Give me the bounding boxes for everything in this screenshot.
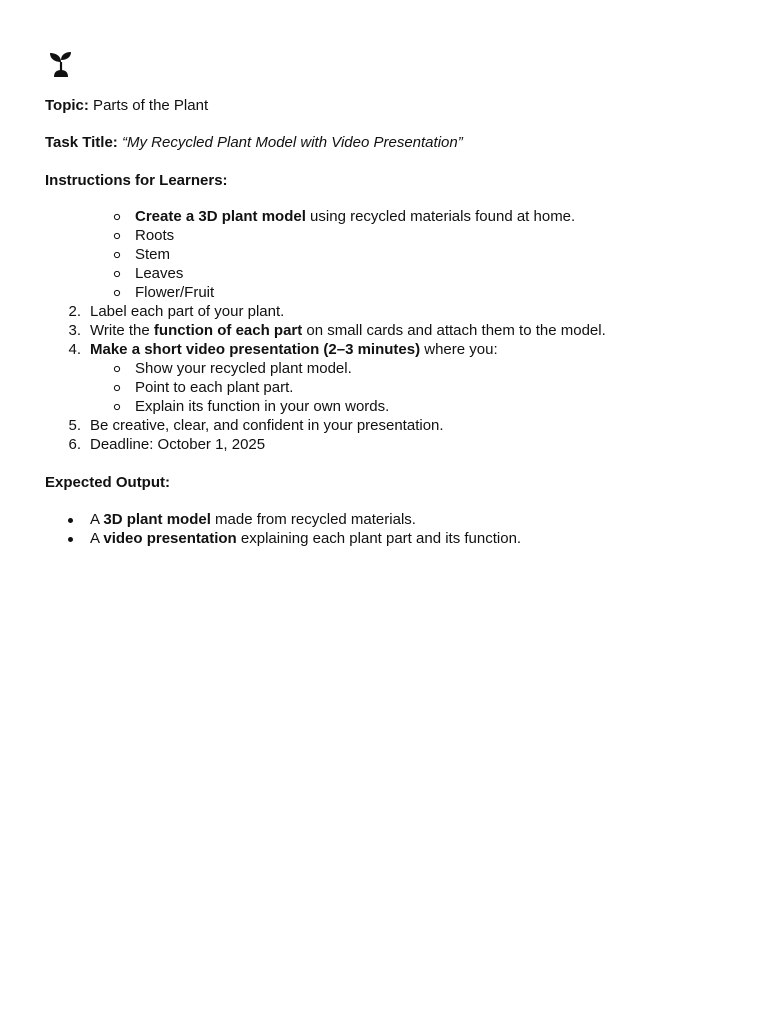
step-number: 2. [68, 303, 81, 320]
list-item-text: Explain its function in your own words. [135, 398, 390, 415]
circle-bullet-icon [113, 270, 121, 278]
step-number: 4. [68, 341, 81, 358]
step-text: Label each part of your plant. [90, 303, 285, 320]
step-text: Write the [90, 322, 154, 339]
circle-bullet-icon [113, 289, 121, 297]
step-text: Be creative, clear, and confident in your presentation. [90, 417, 444, 434]
topic-value: Parts of the Plant [88, 97, 209, 114]
list-item-text: A [90, 511, 104, 528]
task-title-value: “My Recycled Plant Model with Video Presentation” [121, 134, 463, 151]
step-bold: Make a short video presentation (2–3 minutes) [90, 341, 421, 358]
task-title-line [45, 133, 463, 152]
list-item-text-after: made from recycled materials. [210, 511, 416, 528]
seedling-icon [48, 50, 74, 78]
list-item-text: Flower/Fruit [135, 284, 215, 301]
circle-bullet-icon [113, 251, 121, 259]
circle-bullet-icon [113, 403, 121, 411]
list-item-text: Stem [135, 246, 171, 263]
list-item-text: A [90, 530, 104, 547]
list-item-bold: video presentation [103, 530, 237, 547]
list-item-text-after: explaining each plant part and its function. [236, 530, 522, 547]
list-item-text: Show your recycled plant model. [135, 360, 352, 377]
circle-bullet-icon [113, 365, 121, 373]
list-item-bold: Create a 3D plant model [135, 208, 306, 225]
bullet-dot-icon [68, 518, 73, 523]
list-item-text: Point to each plant part. [135, 379, 294, 396]
list-item-text: using recycled materials found at home. [305, 208, 576, 225]
list-item-bold: 3D plant model [103, 511, 211, 528]
step-text-after: where you: [420, 341, 498, 358]
expected-output-heading: Expected Output: [45, 474, 171, 491]
step-number: 6. [68, 436, 81, 453]
instructions-heading: Instructions for Learners: [45, 172, 228, 189]
bullet-dot-icon [68, 537, 73, 542]
step-bold: function of each part [153, 322, 303, 339]
deadline-text: Deadline: October 1, 2025 [90, 436, 266, 453]
list-item-text: Leaves [135, 265, 184, 282]
step-number: 3. [68, 322, 81, 339]
circle-bullet-icon [113, 384, 121, 392]
topic-label: Topic: [45, 97, 89, 114]
topic-line [45, 96, 208, 115]
task-title-label: Task Title: [45, 134, 118, 151]
step-text-after: on small cards and attach them to the model. [302, 322, 606, 339]
step-number: 5. [68, 417, 81, 434]
list-item-text: Roots [135, 227, 175, 244]
circle-bullet-icon [113, 232, 121, 240]
circle-bullet-icon [113, 213, 121, 221]
